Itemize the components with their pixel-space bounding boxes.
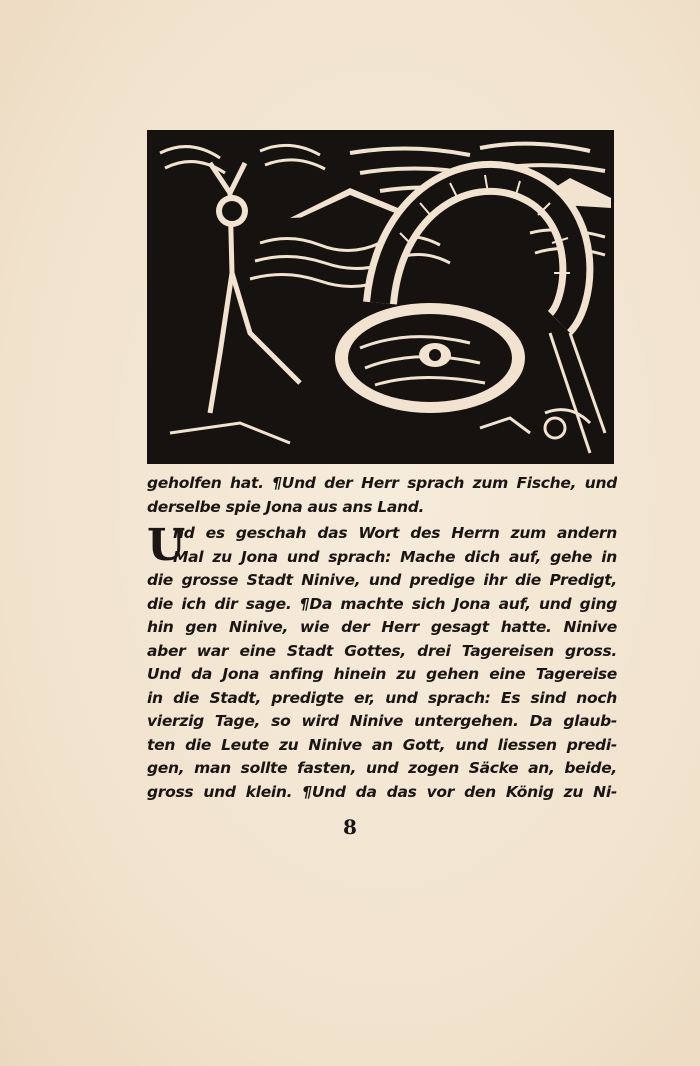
body-text: [147, 472, 617, 804]
text-line: hin gen Ninive, wie der Herr gesagt hatte. Ninive: [147, 618, 617, 636]
page-number: 8: [343, 815, 357, 839]
text-line: gross und klein. ¶Und da das vor den König zu Ni-: [147, 782, 617, 801]
text-line: nd es geschah das Wort des Herrn zum andern: [173, 524, 617, 542]
text-line: Und da Jona anfing hinein zu gehen eine Tagereise: [147, 665, 617, 683]
text-line: derselbe spie Jona aus ans Land.: [147, 497, 425, 516]
text-line: in die Stadt, predigte er, und sprach: Es sind noch: [147, 688, 617, 707]
drop-initial: U: [147, 520, 186, 571]
text-line: die grosse Stadt Ninive, und predige ihr die Predigt,: [147, 571, 617, 589]
text-line: gen, man sollte fasten, und zogen Säcke an, beide,: [147, 759, 617, 777]
text-line: ten die Leute zu Ninive an Gott, und liessen predi-: [147, 735, 617, 754]
text-line: aber war eine Stadt Gottes, drei Tagereisen gross.: [147, 641, 617, 660]
text-line: Mal zu Jona und sprach: Mache dich auf, gehe in: [173, 547, 617, 566]
woodcut-illustration: [147, 130, 614, 464]
text-line: die ich dir sage. ¶Da machte sich Jona auf, und ging: [147, 594, 617, 613]
text-line: geholfen hat. ¶Und der Herr sprach zum Fische, und: [147, 474, 617, 492]
woodcut-jonah-and-sea-monster-icon: [150, 133, 611, 461]
text-line: vierzig Tage, so wird Ninive untergehen. Da glaub-: [147, 712, 617, 730]
